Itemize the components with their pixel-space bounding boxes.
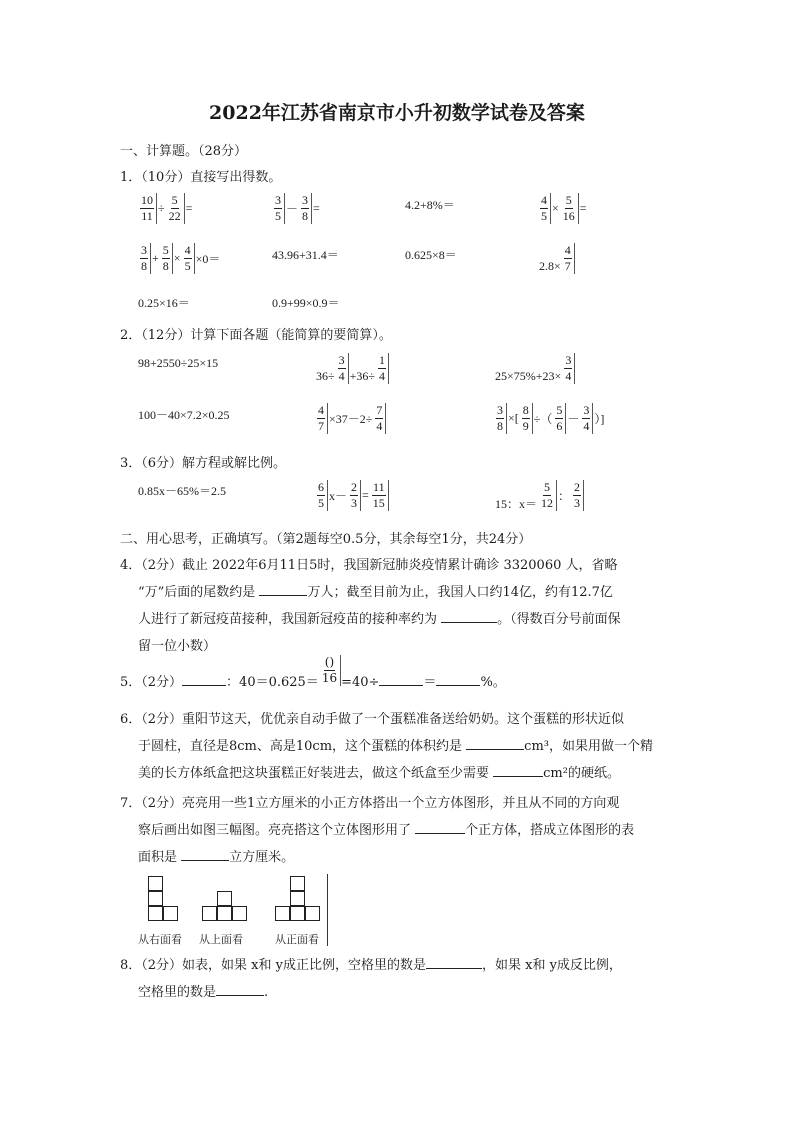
q3-b: $\frac{6}{5}$ x－ $\frac{2}{3}$ = $\frac{11}{15}$: [315, 480, 389, 511]
fraction: $\frac{3}{8}$: [494, 403, 507, 434]
cube-square: [290, 906, 305, 921]
answer-blank[interactable]: [181, 846, 229, 861]
section-2-heading: 二、用心思考，正确填写。（第2题每空0.5分，其余每空1分，共24分）: [120, 532, 532, 547]
q8-line-2: 空格里的数是 .: [138, 979, 268, 1006]
q1-r1-c: 4.2+8%＝: [405, 198, 455, 212]
q2-c: 25×75%+23× $\frac{3}{4}$: [494, 353, 575, 384]
answer-blank[interactable]: [493, 762, 543, 777]
answer-blank[interactable]: [216, 981, 264, 996]
q1-r2-c: 0.625×8＝: [405, 248, 457, 262]
q4-line-1: 4．（2分）截止 2022年6月11日5时，我国新冠肺炎疫情累计确诊 3320060 人，省略: [120, 558, 618, 573]
cube-square: [148, 891, 163, 906]
cube-square: [290, 876, 305, 891]
fraction: $\frac{1}{4}$: [376, 353, 389, 384]
cube-square: [163, 906, 178, 921]
fraction: $\frac{5}{16}$: [560, 193, 579, 224]
q1-r3-a: 0.25×16＝: [138, 296, 190, 310]
q5-line: 5．（2分） ：40＝0.625＝ $\frac{()}{16}$ =40÷ ＝ %。: [120, 655, 506, 690]
q2-f: $\frac{3}{8}$ ×[ $\frac{8}{9}$ ÷（ $\frac{5}{6}$ － $\frac{3}{4}$ ）]: [494, 403, 605, 434]
answer-blank[interactable]: [415, 819, 465, 834]
q1-r3-b: 0.9+99×0.9＝: [272, 296, 340, 310]
q1-r2-b: 43.96+31.4＝: [272, 248, 339, 262]
q2-b: 36÷ $\frac{3}{4}$ +36÷ $\frac{1}{4}$: [315, 353, 389, 384]
fraction: $\frac{2}{3}$: [571, 480, 584, 511]
cube-square: [305, 906, 320, 921]
section-1-heading: 一、计算题。（28分）: [120, 144, 248, 159]
cube-square: [202, 906, 217, 921]
view-label-front: 从正面看: [275, 933, 319, 946]
fraction: $\frac{3}{5}$: [272, 193, 285, 224]
cube-square: [148, 876, 163, 891]
q2-d: 100－40×7.2×0.25: [138, 408, 230, 422]
q4-line-4: 留一位小数）: [138, 639, 217, 654]
cube-square: [217, 891, 232, 906]
q8-line-1: 8．（2分）如表，如果 x和 y成正比例，空格里的数是 ，如果 x和 y成反比例，: [120, 952, 622, 979]
answer-blank[interactable]: [379, 671, 423, 686]
q3-a: 0.85x－65%＝2.5: [138, 484, 226, 498]
q1-r2-d: 2.8× $\frac{4}{7}$: [538, 243, 575, 274]
cube-square: [148, 906, 163, 921]
cube-square: [232, 906, 247, 921]
fraction: $\frac{10}{11}$: [138, 193, 157, 224]
fraction: $\frac{7}{4}$: [373, 403, 386, 434]
answer-blank[interactable]: [259, 581, 307, 596]
fraction: $\frac{4}{7}$: [315, 403, 328, 434]
q1-r2-a: $\frac{3}{8}$ + $\frac{5}{8}$ × $\frac{4}{5}$ ×0＝: [138, 243, 221, 274]
q3-stem: 3．（6分）解方程或解比例。: [120, 456, 287, 471]
fraction: $\frac{4}{5}$: [538, 193, 551, 224]
cube-square: [275, 906, 290, 921]
view-label-right: 从右面看: [138, 933, 182, 946]
cube-square: [290, 891, 305, 906]
q1-r1-b: $\frac{3}{5}$ － $\frac{3}{8}$ =: [272, 193, 321, 224]
fraction: $\frac{5}{12}$: [538, 480, 557, 511]
fraction: $\frac{6}{5}$: [315, 480, 328, 511]
q1-stem: 1．（10分）直接写出得数。: [120, 170, 282, 185]
answer-blank[interactable]: [182, 671, 226, 686]
q4-line-3: 人进行了新冠疫苗接种，我国新冠疫苗的接种率约为 。（得数百分号前面保: [138, 606, 621, 633]
q3-c: 15：x＝ $\frac{5}{12}$ ： $\frac{2}{3}$: [494, 480, 584, 511]
q6-line-1: 6．（2分）重阳节这天，优优亲自动手做了一个蛋糕准备送给奶奶。这个蛋糕的形状近似: [120, 712, 625, 727]
answer-blank[interactable]: [426, 954, 482, 969]
fraction: $\frac{3}{4}$: [562, 353, 575, 384]
fraction: $\frac{2}{3}$: [348, 480, 361, 511]
fraction: $\frac{3}{4}$: [580, 403, 593, 434]
page-title: 2022年江苏省南京市小升初数学试卷及答案: [209, 102, 585, 124]
q7-line-1: 7．（2分）亮亮用一些1立方厘米的小正方体搭出一个立方体图形，并且从不同的方向观: [120, 796, 620, 811]
q6-line-2: 于圆柱，直径是8cm、高是10cm，这个蛋糕的体积约是 cm³，如果用做一个精: [138, 733, 653, 760]
q6-line-3: 美的长方体纸盒把这块蛋糕正好装进去，做这个纸盒至少需要 cm²的硬纸。: [138, 760, 620, 787]
q7-line-2: 察后画出如图三幅图。亮亮搭这个立体图形用了 个正方体，搭成立体图形的表: [138, 817, 634, 844]
three-views-figure: [138, 874, 328, 946]
q2-e: $\frac{4}{7}$ ×37－2÷ $\frac{7}{4}$: [315, 403, 386, 434]
fraction: $\frac{11}{15}$: [370, 480, 389, 511]
fraction: $\frac{3}{8}$: [138, 243, 151, 274]
fraction: $\frac{()}{16}$: [319, 655, 341, 686]
view-label-top: 从上面看: [199, 933, 243, 946]
fraction: $\frac{3}{8}$: [299, 193, 312, 224]
answer-blank[interactable]: [436, 671, 480, 686]
answer-blank[interactable]: [441, 608, 497, 623]
fraction: $\frac{5}{22}$: [166, 193, 185, 224]
answer-blank[interactable]: [466, 735, 524, 750]
q4-line-2: “万”后面的尾数约是 万人；截至目前为止，我国人口约14亿，约有12.7亿: [138, 579, 613, 606]
figure-divider: [327, 874, 328, 946]
q1-r1-d: $\frac{4}{5}$ × $\frac{5}{16}$ =: [538, 193, 588, 224]
q1-r1-a: $\frac{10}{11}$ ÷ $\frac{5}{22}$ =: [138, 193, 193, 224]
fraction: $\frac{5}{6}$: [553, 403, 566, 434]
fraction: $\frac{8}{9}$: [520, 403, 533, 434]
fraction: $\frac{3}{4}$: [336, 353, 349, 384]
fraction: $\frac{5}{8}$: [160, 243, 173, 274]
q2-a: 98+2550÷25×15: [138, 356, 219, 370]
fraction: $\frac{4}{5}$: [182, 243, 195, 274]
q2-stem: 2．（12分）计算下面各题（能简算的要简算）。: [120, 328, 392, 343]
fraction: $\frac{4}{7}$: [562, 243, 575, 274]
q7-line-3: 面积是 立方厘米。: [138, 844, 294, 871]
cube-square: [217, 906, 232, 921]
